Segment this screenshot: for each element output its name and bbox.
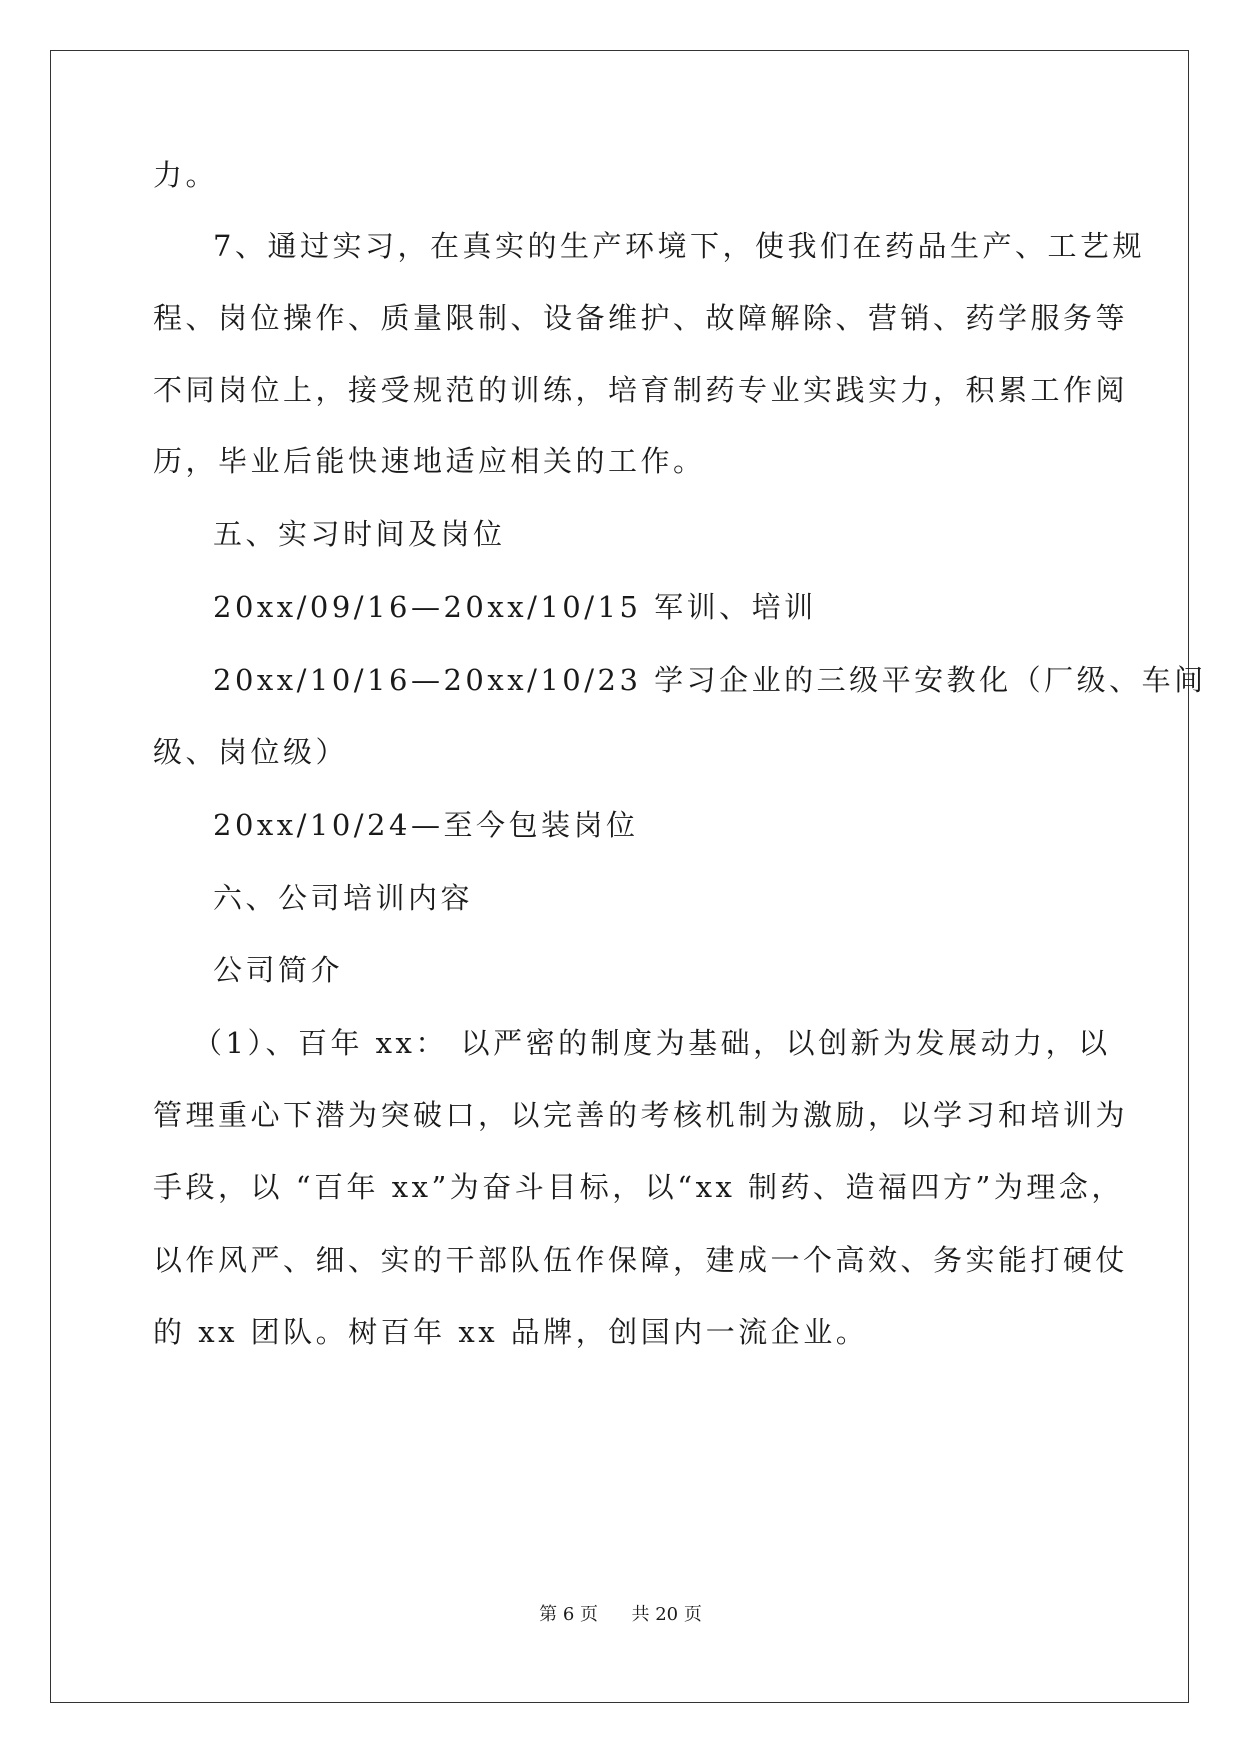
page-total: 共 20 页 [631, 1604, 702, 1625]
section-heading-5: 五、实习时间及岗位 [213, 517, 506, 551]
text-line: 手段，以 “百年 xx”为奋斗目标，以“xx 制药、造福四方”为理念， [153, 1170, 1124, 1204]
section-heading-6: 六、公司培训内容 [213, 881, 474, 915]
text-line: 历，毕业后能快速地适应相关的工作。 [153, 444, 706, 478]
paragraph-item-7: 7、通过实习，在真实的生产环境下，使我们在药品生产、工艺规 [213, 229, 1145, 263]
schedule-entry: 20xx/09/16—20xx/10/15 军训、培训 [213, 590, 817, 624]
text-line: 级、岗位级） [153, 735, 349, 769]
page-number: 第 6 页 [539, 1604, 599, 1625]
text-line: 程、岗位操作、质量限制、设备维护、故障解除、营销、药学服务等 [153, 301, 1129, 335]
page-footer [0, 1603, 1241, 1627]
schedule-entry: 20xx/10/24—至今包装岗位 [213, 808, 639, 842]
schedule-entry: 20xx/10/16—20xx/10/23 学习企业的三级平安教化（厂级、车间 [213, 663, 1207, 697]
text-line: 的 xx 团队。树百年 xx 品牌，创国内一流企业。 [153, 1315, 869, 1349]
text-line: 管理重心下潜为突破口，以完善的考核机制为激励，以学习和培训为 [153, 1098, 1129, 1132]
subsection-heading: 公司简介 [213, 953, 344, 987]
text-line: 力。 [153, 158, 219, 192]
text-line: 不同岗位上，接受规范的训练，培育制药专业实践实力，积累工作阅 [153, 373, 1129, 407]
text-line: 以作风严、细、实的干部队伍作保障，建成一个高效、务实能打硬仗 [153, 1243, 1129, 1277]
paragraph-item-1: （1）、百年 xx： 以严密的制度为基础，以创新为发展动力，以 [193, 1026, 1111, 1060]
